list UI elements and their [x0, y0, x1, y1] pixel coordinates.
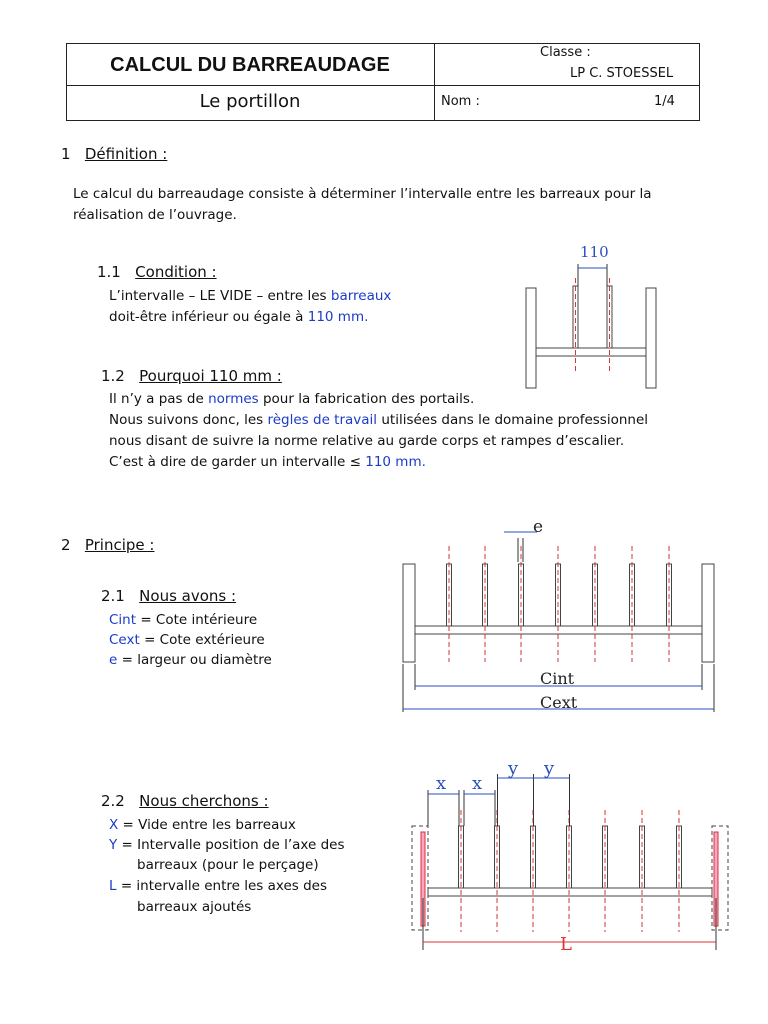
- post-left-dashed: [412, 826, 428, 930]
- figure-110-diagram: [518, 238, 664, 396]
- section-1-1-heading: [97, 263, 217, 281]
- e-symbol: e: [109, 652, 118, 668]
- x-label-1: x: [436, 773, 447, 794]
- section-2-1-title: Nous avons :: [139, 587, 237, 605]
- x-label-2: x: [472, 773, 483, 794]
- section-2-title: Principe :: [84, 536, 155, 554]
- post-left: [403, 564, 415, 662]
- nom-label: Nom :: [441, 94, 480, 109]
- condition-line-1: [109, 286, 391, 307]
- pourquoi-keyword: règles de travail: [267, 412, 378, 428]
- section-1-2-heading: [101, 367, 282, 385]
- section-1-1-num: 1.1: [97, 263, 121, 281]
- pourquoi-text: pour la fabrication des portails.: [258, 391, 475, 407]
- pourquoi-value: 110 mm.: [365, 454, 426, 470]
- pourquoi-keyword: normes: [208, 391, 259, 407]
- section-1-title: Définition :: [84, 145, 168, 163]
- x-symbol: X: [109, 817, 119, 833]
- pourquoi-line-3: nous disant de suivre la norme relative au garde corps et rampes d’escalier.: [109, 433, 625, 449]
- section-2-2-num: 2.2: [101, 792, 125, 810]
- cext-label: Cext: [540, 693, 578, 712]
- page-number: 1/4: [654, 94, 675, 109]
- condition-text: L’intervalle – LE VIDE – entre les: [109, 288, 331, 304]
- section-2-2-heading: [101, 792, 269, 810]
- x-definition: [109, 815, 296, 836]
- y-definition: [109, 835, 345, 856]
- y-label-1: y: [508, 760, 519, 779]
- classe-value: LP C. STOESSEL: [570, 66, 674, 81]
- section-2-1-num: 2.1: [101, 587, 125, 605]
- l-definition: [109, 876, 327, 897]
- l-text: = intervalle entre les axes des: [116, 878, 328, 894]
- condition-keyword: barreaux: [330, 288, 392, 304]
- pourquoi-text: utilisées dans le domaine professionnel: [377, 412, 649, 428]
- document-title: CALCUL DU BARREAUDAGE: [110, 54, 390, 76]
- x-text: = Vide entre les barreaux: [118, 817, 296, 833]
- post-left: [526, 288, 536, 388]
- pourquoi-text: C’est à dire de garder un intervalle ≤: [109, 454, 366, 470]
- cext-symbol: Cext: [109, 632, 140, 648]
- cint-symbol: Cint: [109, 612, 137, 628]
- crossbar: [536, 348, 646, 356]
- definition-text-2: réalisation de l’ouvrage.: [73, 207, 237, 223]
- section-1-2-title: Pourquoi 110 mm :: [139, 367, 282, 385]
- post-right: [702, 564, 714, 662]
- dim-label-110: 110: [580, 243, 609, 261]
- l-label: L: [560, 934, 572, 955]
- y-definition-cont: barreaux (pour le perçage): [137, 857, 319, 873]
- condition-text: doit-être inférieur ou égale à: [109, 309, 308, 325]
- definition-text-1: Le calcul du barreaudage consiste à déterminer l’intervalle entre les barreaux pour la: [73, 186, 652, 202]
- l-symbol: L: [109, 878, 117, 894]
- pourquoi-text: Il n’y a pas de: [109, 391, 209, 407]
- section-2-1-heading: [101, 587, 236, 605]
- e-definition: [109, 650, 272, 671]
- cext-definition: [109, 630, 265, 651]
- section-1-num: 1: [61, 145, 71, 163]
- cext-text: = Cote extérieure: [139, 632, 265, 648]
- section-1-heading: [61, 145, 167, 163]
- classe-label: Classe :: [540, 45, 591, 60]
- figure-cint-cext-diagram: [392, 514, 726, 720]
- section-1-2-num: 1.2: [101, 367, 125, 385]
- post-right: [646, 288, 656, 388]
- cint-definition: [109, 610, 257, 631]
- cint-text: = Cote intérieure: [136, 612, 258, 628]
- pourquoi-line-1: [109, 389, 474, 410]
- condition-line-2: [109, 307, 368, 328]
- pourquoi-line-4: [109, 452, 426, 473]
- crossbar: [428, 888, 712, 896]
- cint-label: Cint: [540, 669, 575, 688]
- section-2-num: 2: [61, 536, 71, 554]
- section-2-2-title: Nous cherchons :: [139, 792, 269, 810]
- e-label: e: [533, 517, 544, 537]
- document-subtitle: Le portillon: [199, 91, 301, 112]
- l-definition-cont: barreaux ajoutés: [137, 899, 252, 915]
- y-text: = Intervalle position de l’axe des: [117, 837, 345, 853]
- y-label-2: y: [544, 760, 555, 779]
- section-1-1-title: Condition :: [135, 263, 217, 281]
- figure-xyl-diagram: [404, 760, 740, 960]
- pourquoi-line-2: [109, 410, 648, 431]
- section-2-heading: [61, 536, 154, 554]
- y-symbol: Y: [109, 837, 118, 853]
- condition-value: 110 mm.: [307, 309, 369, 325]
- e-text: = largeur ou diamètre: [117, 652, 272, 668]
- pourquoi-text: Nous suivons donc, les: [109, 412, 268, 428]
